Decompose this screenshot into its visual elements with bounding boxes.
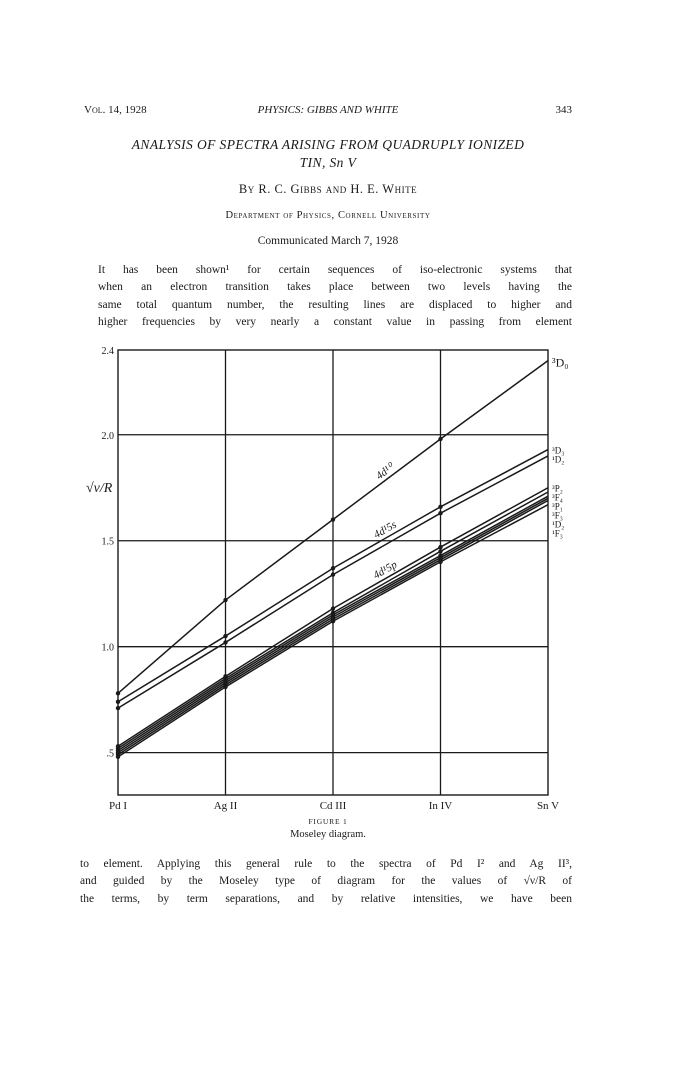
configuration-annotation: 4d¹⁰ (373, 461, 397, 483)
paragraph-line: same total quantum number, the resulting lines are displaced to higher and (98, 298, 572, 311)
data-point (116, 706, 120, 710)
y-tick-label: 2.4 (101, 346, 114, 357)
x-tick-label: Sn V (536, 800, 560, 812)
data-point (116, 691, 120, 695)
data-point (438, 560, 442, 564)
department: Department of Physics, Cornell University (225, 210, 431, 221)
paragraph-continued (80, 856, 572, 908)
series-label: ³P₂ (552, 483, 563, 494)
data-point (223, 685, 227, 689)
figure-caption: Moseley diagram. (290, 829, 366, 840)
y-tick-label: .5 (106, 748, 114, 760)
data-point (331, 606, 335, 610)
header-page-number: 343 (555, 104, 572, 116)
data-point (438, 549, 442, 553)
y-tick-label: 2.0 (101, 430, 114, 442)
paragraph-line: when an electron transition takes place between two levels having the (98, 281, 572, 294)
configuration-annotation: 4d¹5s (371, 518, 399, 542)
data-point (331, 566, 335, 570)
series-label: ³D₃ (552, 445, 565, 456)
paragraph-line: higher frequencies by very nearly a constant value in passing from element (98, 315, 572, 328)
figure-label: FIGURE 1 (308, 817, 348, 826)
data-point (223, 634, 227, 638)
paragraph-line: to element. Applying this general rule to the spectra of Pd I² and Ag II³, (80, 858, 572, 870)
x-tick-label: In IV (428, 800, 453, 812)
header-section: PHYSICS: GIBBS AND WHITE (257, 104, 399, 116)
series-label: ³F₄ (552, 492, 563, 503)
configuration-annotation: 4d¹5p (371, 558, 400, 582)
data-point (331, 619, 335, 623)
data-point (116, 700, 120, 704)
series-label: ³P₁ (552, 501, 563, 512)
y-axis-label: √ν/R (86, 481, 113, 496)
data-point (223, 598, 227, 602)
chart-series (116, 361, 548, 759)
data-point (223, 640, 227, 644)
paragraph-line: the terms, by term separations, and by relative intensities, we have been (80, 892, 572, 905)
series-label: ³D₀ (552, 355, 569, 370)
paragraph-line: and guided by the Moseley type of diagram for the values of √ν/R of (80, 875, 572, 888)
series-label: ¹D₂ (552, 519, 565, 530)
x-tick-label: Pd I (108, 800, 128, 812)
series-label: ¹F₃ (552, 528, 563, 539)
data-point (331, 517, 335, 521)
data-point (438, 511, 442, 515)
header-volume: Vol. 14, 1928 (84, 104, 147, 116)
x-tick-label: Cd III (319, 800, 347, 812)
y-tick-label: 1.0 (101, 642, 114, 654)
x-tick-label: Ag II (213, 800, 238, 812)
data-point (331, 572, 335, 576)
data-point (438, 437, 442, 441)
series-label: ¹D₂ (552, 454, 565, 465)
data-point (438, 505, 442, 509)
authors: By R. C. Gibbs and H. E. White (238, 182, 418, 196)
series-label: ³F₃ (552, 510, 563, 521)
data-point (438, 545, 442, 549)
y-tick-label: 1.5 (101, 536, 114, 548)
paragraph-line: It has been shown¹ for certain sequences of iso-electronic systems that (98, 264, 572, 276)
title-line-1: ANALYSIS OF SPECTRA ARISING FROM QUADRUPLY IONIZED (131, 137, 525, 152)
title-line-2: TIN, Sn V (299, 155, 357, 170)
data-point (116, 755, 120, 759)
communicated-date: Communicated March 7, 1928 (257, 235, 399, 247)
